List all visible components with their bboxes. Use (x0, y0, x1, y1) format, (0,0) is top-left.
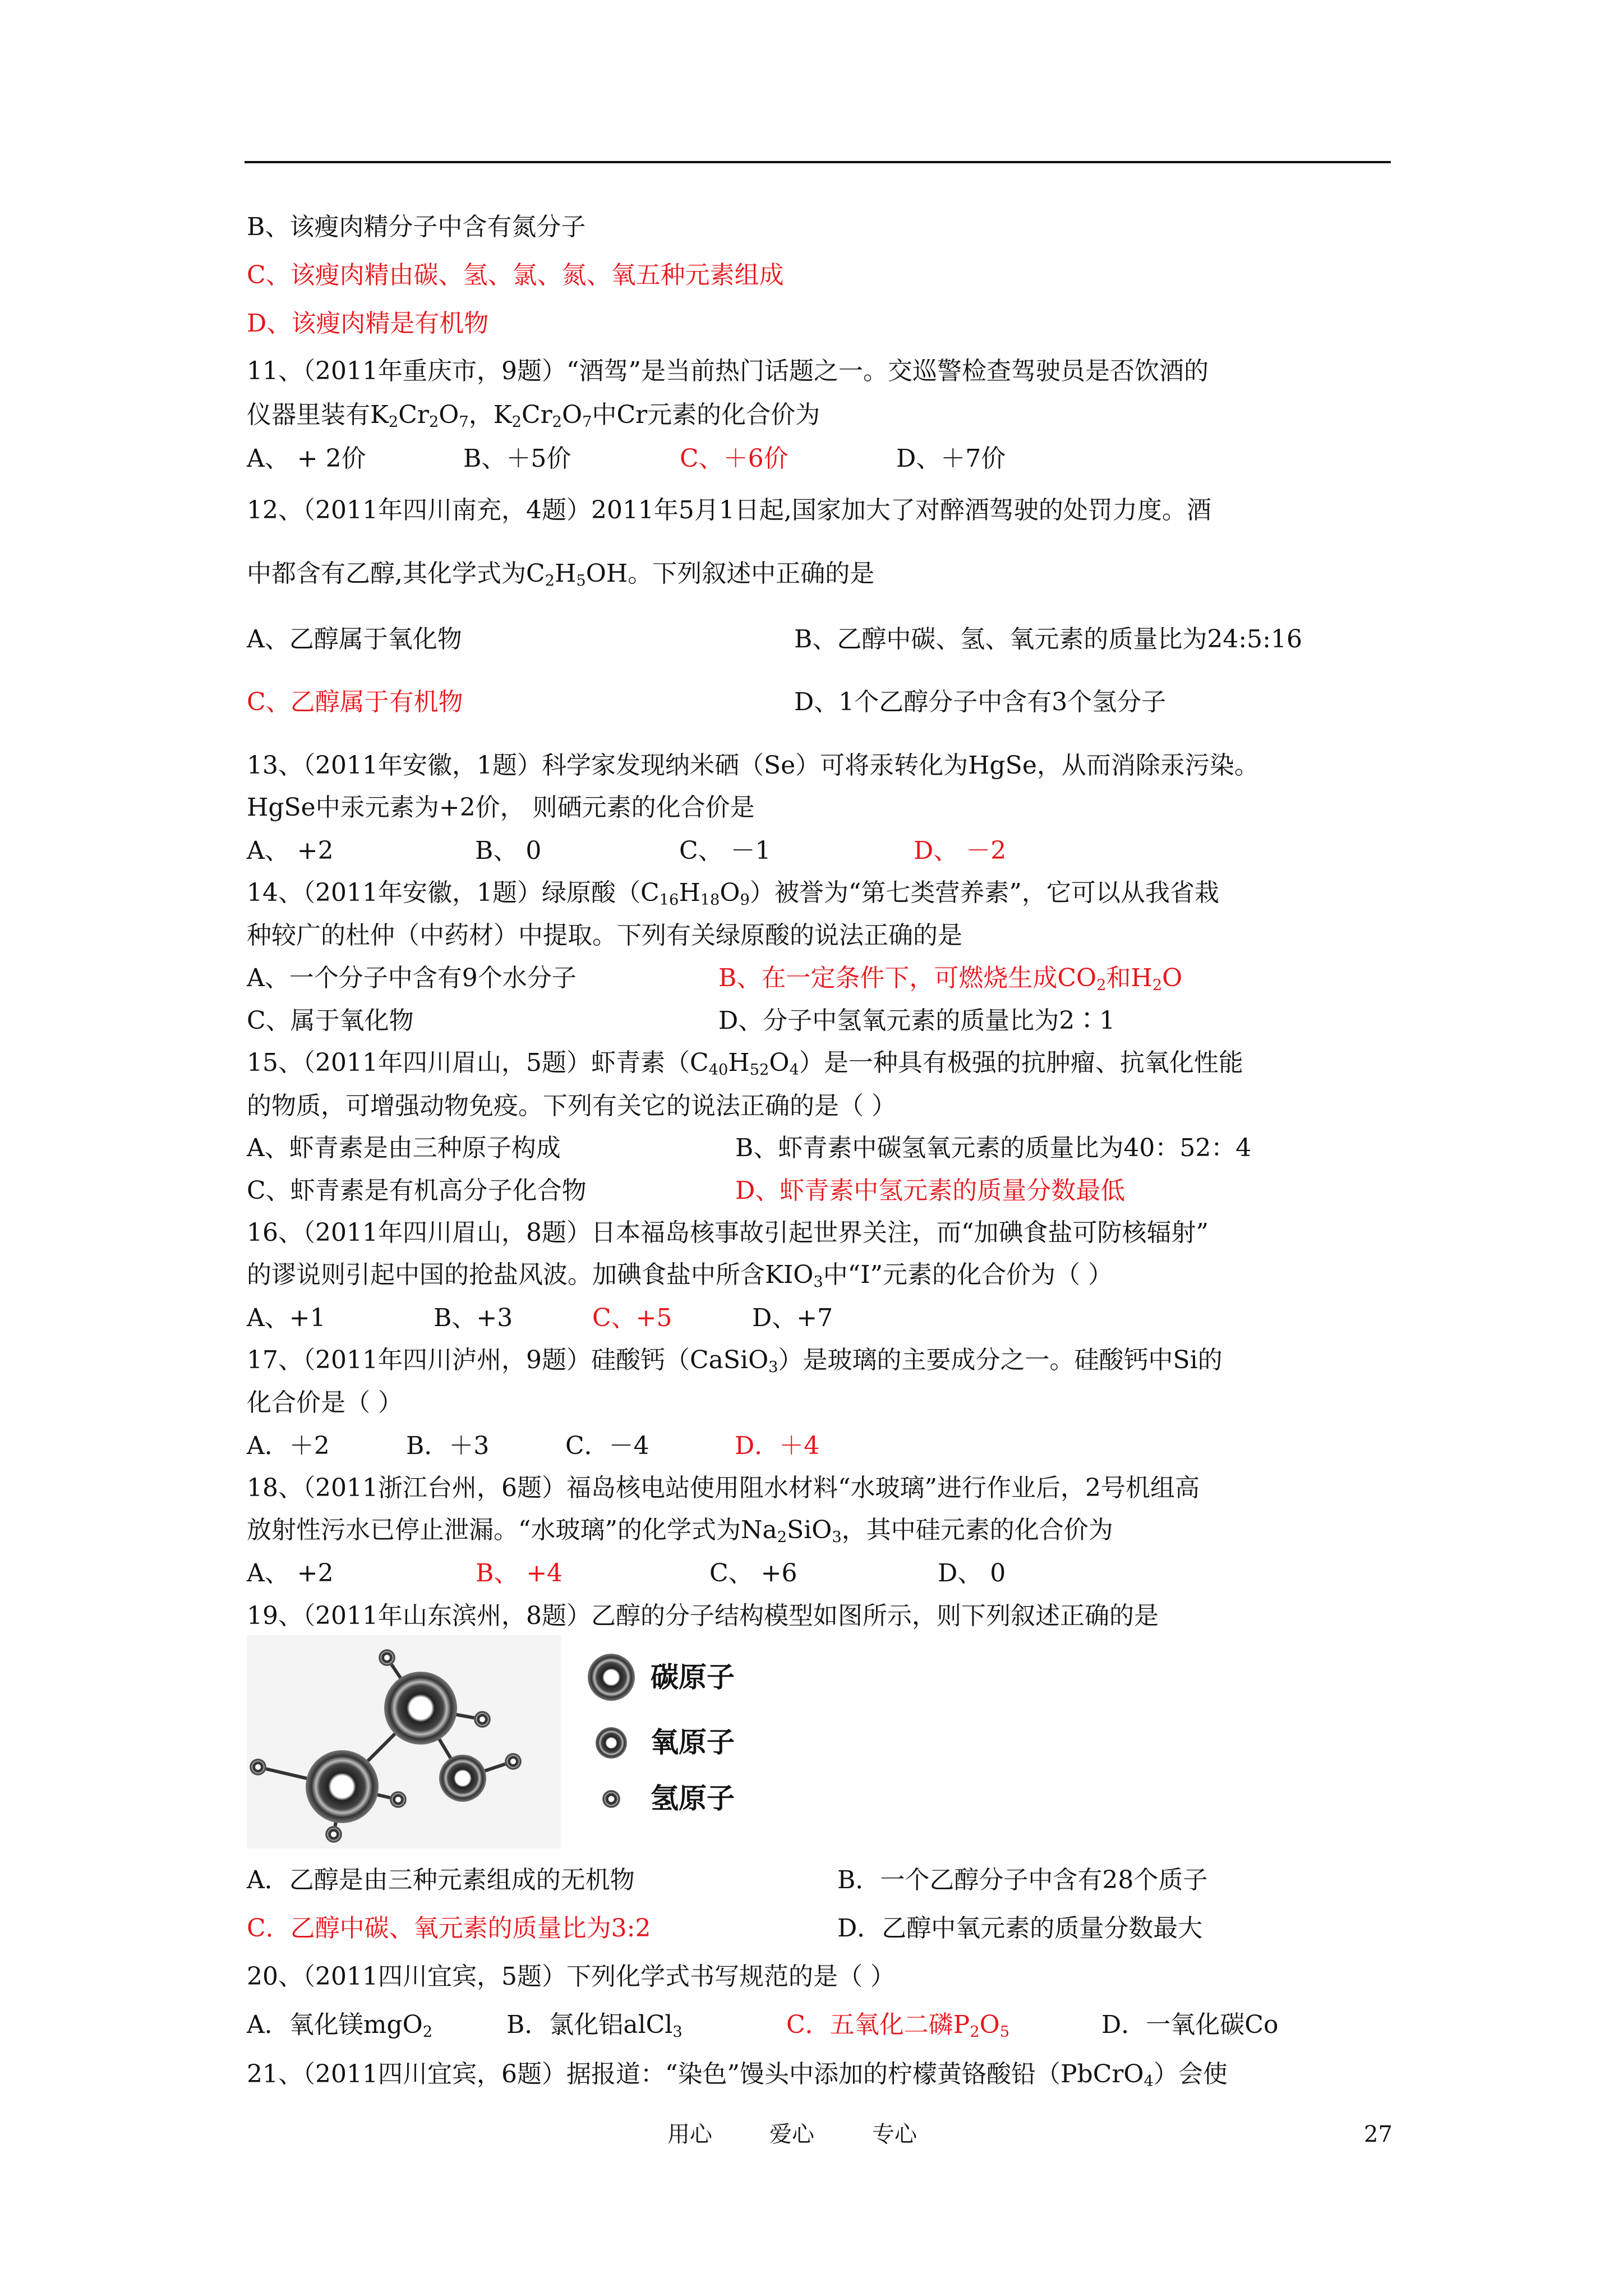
options-12-row2 (247, 685, 1368, 719)
legend-hydrogen-label: 氢原子 (651, 1782, 735, 1815)
question-12: 12、（2011年四川南充，4题）2011年5月1日起,国家加大了对醉酒驾驶的处罚力度。酒 (247, 496, 1211, 524)
options-11 (247, 442, 1368, 476)
options-17 (247, 1429, 1368, 1463)
option: A．＋2 (247, 1432, 330, 1460)
answer-line: C、该瘦肉精由碳、氢、氯、氮、氧五种元素组成 (247, 261, 784, 289)
answer-option: D、虾青素中氢元素的质量分数最低 (735, 1176, 1126, 1205)
carbon-atom (306, 1750, 379, 1823)
option: C．－4 (565, 1432, 649, 1460)
option: B．氯化铝alCl$_3$ (506, 2010, 683, 2041)
answer-option: C．乙醇中碳、氧元素的质量比为3:2 (247, 1914, 651, 1943)
option: B、＋5价 (463, 444, 571, 473)
option: B．一个乙醇分子中含有28个质子 (837, 1866, 1208, 1894)
figure-background (247, 1635, 561, 1848)
options-14-row1 (247, 961, 1368, 995)
hydrogen-atom (325, 1826, 342, 1843)
page-number: 27 (1364, 2122, 1393, 2147)
options-14-row2 (247, 1004, 1368, 1038)
question-14: 14、（2011年安徽，1题）绿原酸$(C_{16}H_{18}O_9)$被誉为“第七类营养素”，它可以从我省栽 (247, 878, 1219, 909)
question-17: 17、（2011年四川泸州，9题）硅酸钙（CaSiO$_3$）是玻璃的主要成分之一。硅酸钙中Si的 (247, 1346, 1223, 1376)
legend-carbon-icon (588, 1654, 635, 1701)
option: B、乙醇中碳、氢、氧元素的质量比为24:5:16 (794, 625, 1302, 654)
question-15: 15、（2011年四川眉山，5题）虾青素$(C_{40}H_{52}O_4)$是一种具有极强的抗肿瘤、抗氧化性能 (247, 1048, 1243, 1079)
answer-option: B、 +4 (476, 1559, 563, 1588)
question-21: 21、（2011四川宜宾，6题）据报道：“染色”馒头中添加的柠檬黄铬酸铅（PbCrO$_4$）会使 (247, 2060, 1228, 2090)
footer-motto-1: 用心 (667, 2122, 712, 2147)
option: A、 +2 (247, 836, 334, 865)
option: A．氧化镁mgO$_2$ (247, 2010, 433, 2041)
option: A．乙醇是由三种元素组成的无机物 (247, 1866, 635, 1894)
question-14-cont: 种较广的杜仲（中药材）中提取。下列有关绿原酸的说法正确的是 (247, 921, 962, 950)
answer-option: C、乙醇属于有机物 (247, 688, 463, 716)
option: C、 －1 (679, 836, 771, 865)
option: A、一个分子中含有9个水分子 (247, 964, 577, 992)
question-15-cont: 的物质，可增强动物免疫。下列有关它的说法正确的是（ ） (247, 1092, 896, 1120)
question-13: 13、（2011年安徽，1题）科学家发现纳米硒（Se）可将汞转化为HgSe，从而消除汞污染。 (247, 751, 1259, 780)
option: D、＋7价 (896, 444, 1006, 473)
hydrogen-atom (390, 1791, 407, 1808)
options-18 (247, 1557, 1368, 1590)
question-13-cont: HgSe中汞元素为+2价， 则硒元素的化合价是 (247, 793, 755, 822)
legend-hydrogen-icon (602, 1790, 620, 1808)
option: A、 +2 (247, 1559, 334, 1588)
footer-motto-3: 专心 (872, 2122, 917, 2147)
carbon-atom (384, 1672, 457, 1745)
option: C、 +6 (709, 1559, 797, 1588)
option: A、+1 (247, 1304, 326, 1332)
question-16-cont: 的谬说则引起中国的抢盐风波。加碘食盐中所含$KIO_3$中“I”元素的化合价为（ ） (247, 1260, 1113, 1291)
option-line: B、该瘦肉精分子中含有氮分子 (247, 213, 586, 241)
options-20 (247, 2008, 1368, 2042)
hydrogen-atom (474, 1711, 491, 1728)
answer-option: D．＋4 (735, 1432, 820, 1460)
options-15-row2 (247, 1174, 1368, 1208)
answer-option: C．五氧化二磷$P_2O_5$ (786, 2010, 1010, 2041)
oxygen-atom (439, 1755, 486, 1802)
option: C、虾青素是有机高分子化合物 (247, 1176, 587, 1205)
legend-oxygen-label: 氧原子 (651, 1726, 735, 1759)
question-12-cont: 中都含有乙醇,其化学式为$C_2H_5OH$。下列叙述中正确的是 (247, 559, 875, 590)
answer-option: C、＋6价 (680, 444, 789, 473)
legend-carbon-label: 碳原子 (651, 1661, 735, 1694)
option: A、虾青素是由三种原子构成 (247, 1134, 561, 1162)
option: C、属于氧化物 (247, 1006, 414, 1035)
option: D、1个乙醇分子中含有3个氢分子 (794, 688, 1166, 716)
options-19-row1 (247, 1864, 1368, 1897)
hydrogen-atom (250, 1759, 266, 1775)
options-15-row1 (247, 1131, 1368, 1165)
option: D．一氧化碳Co (1101, 2010, 1279, 2039)
options-13 (247, 834, 1368, 868)
footer-motto-2: 爱心 (769, 2122, 814, 2147)
question-17-cont: 化合价是（ ） (247, 1388, 403, 1417)
options-16 (247, 1301, 1368, 1335)
option: D、+7 (752, 1304, 833, 1332)
option: A、乙醇属于氧化物 (247, 625, 462, 654)
question-18: 18、（2011浙江台州，6题）福岛核电站使用阻水材料“水玻璃”进行作业后，2号机组高 (247, 1474, 1200, 1502)
option: D、分子中氢氧元素的质量比为2∶1 (718, 1006, 1115, 1035)
option: D、 0 (938, 1559, 1006, 1588)
hydrogen-atom (505, 1753, 522, 1770)
answer-line: D、该瘦肉精是有机物 (247, 309, 489, 338)
option: D．乙醇中氧元素的质量分数最大 (837, 1914, 1203, 1943)
answer-option: B、在一定条件下，可燃烧生成$CO_2$和$H_2O$ (718, 964, 1183, 994)
option: B．＋3 (406, 1432, 490, 1460)
question-20: 20、（2011四川宜宾，5题）下列化学式书写规范的是（ ） (247, 1962, 895, 1991)
option: B、虾青素中碳氢氧元素的质量比为40：52：4 (735, 1134, 1252, 1162)
question-11-cont: 仪器里装有$K_2Cr_2O_7$，$K_2Cr_2O_7$中Cr元素的化合价为 (247, 401, 820, 431)
ethanol-molecule-figure (247, 1635, 802, 1848)
hydrogen-atom (379, 1649, 395, 1666)
option: B、 0 (475, 836, 542, 865)
options-19-row2 (247, 1912, 1368, 1945)
answer-option: C、+5 (592, 1304, 672, 1332)
legend-oxygen-icon (596, 1727, 627, 1759)
option: B、+3 (434, 1304, 513, 1332)
question-16: 16、（2011年四川眉山，8题）日本福岛核事故引起世界关注，而“加碘食盐可防核辐射” (247, 1218, 1209, 1247)
question-18-cont: 放射性污水已停止泄漏。“水玻璃”的化学式为$Na_2SiO_3$，其中硅元素的化合价为 (247, 1516, 1113, 1546)
option: A、 + 2价 (247, 444, 366, 473)
answer-option: D、 －2 (914, 836, 1007, 865)
question-19: 19、（2011年山东滨州，8题）乙醇的分子结构模型如图所示，则下列叙述正确的是 (247, 1602, 1159, 1630)
options-12-row1 (247, 623, 1368, 656)
header-rule (245, 161, 1391, 163)
question-11: 11、（2011年重庆市，9题）“酒驾”是当前热门话题之一。交巡警检查驾驶员是否饮酒的 (247, 357, 1209, 385)
